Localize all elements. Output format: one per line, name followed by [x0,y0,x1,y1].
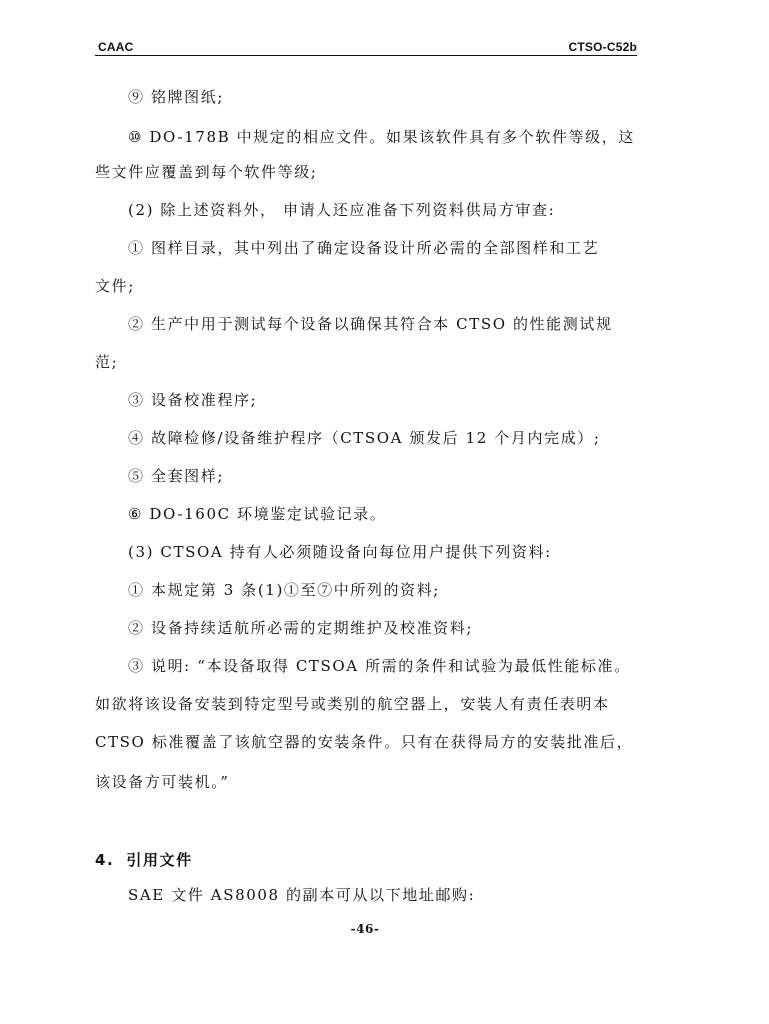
text-line: CTSO 标准覆盖了该航空器的安装条件。只有在获得局方的安装批准后， [95,733,634,751]
list-item: ⑩ DO-178B 中规定的相应文件。如果该软件具有多个软件等级，这 [128,128,635,146]
list-item: ③ 说明: “本设备取得 CTSOA 所需的条件和试验为最低性能标准。 [128,657,631,675]
list-item: ① 本规定第 3 条(1)①至⑦中所列的资料; [128,581,440,599]
list-item: (3) CTSOA 持有人必须随设备向每位用户提供下列资料: [128,543,552,561]
list-item: ② 设备持续适航所必需的定期维护及校准资料; [128,619,474,637]
text-line: 该设备方可装机。” [95,773,230,791]
section-number: 4. [95,851,115,869]
list-item: ④ 故障检修/设备维护程序（CTSOA 颁发后 12 个月内完成）; [128,429,601,447]
section-heading [95,850,193,870]
list-item: ⑨ 铭牌图纸; [128,88,225,106]
page-number: -46- [350,922,380,936]
list-item: ① 图样目录，其中列出了确定设备设计所必需的全部图样和工艺 [128,239,600,257]
list-item: (2) 除上述资料外， 申请人还应准备下列资料供局方审查: [128,201,556,219]
text-line: 如欲将该设备安装到特定型号或类别的航空器上，安装人有责任表明本 [95,695,610,713]
text-line: SAE 文件 AS8008 的副本可从以下地址邮购: [128,886,476,904]
section-title: 引用文件 [126,851,193,869]
header-left: CAAC [98,40,134,54]
header-right: CTSO-C52b [568,40,637,54]
list-item: ② 生产中用于测试每个设备以确保其符合本 CTSO 的性能测试规 [128,315,613,333]
header-rule [95,55,637,56]
text-line: 文件; [95,277,135,295]
text-line: 范; [95,353,119,371]
text-line: 些文件应覆盖到每个软件等级; [95,163,318,181]
list-item: ⑥ DO-160C 环境鉴定试验记录。 [128,505,387,523]
list-item: ③ 设备校准程序; [128,391,258,409]
list-item: ⑤ 全套图样; [128,467,225,485]
